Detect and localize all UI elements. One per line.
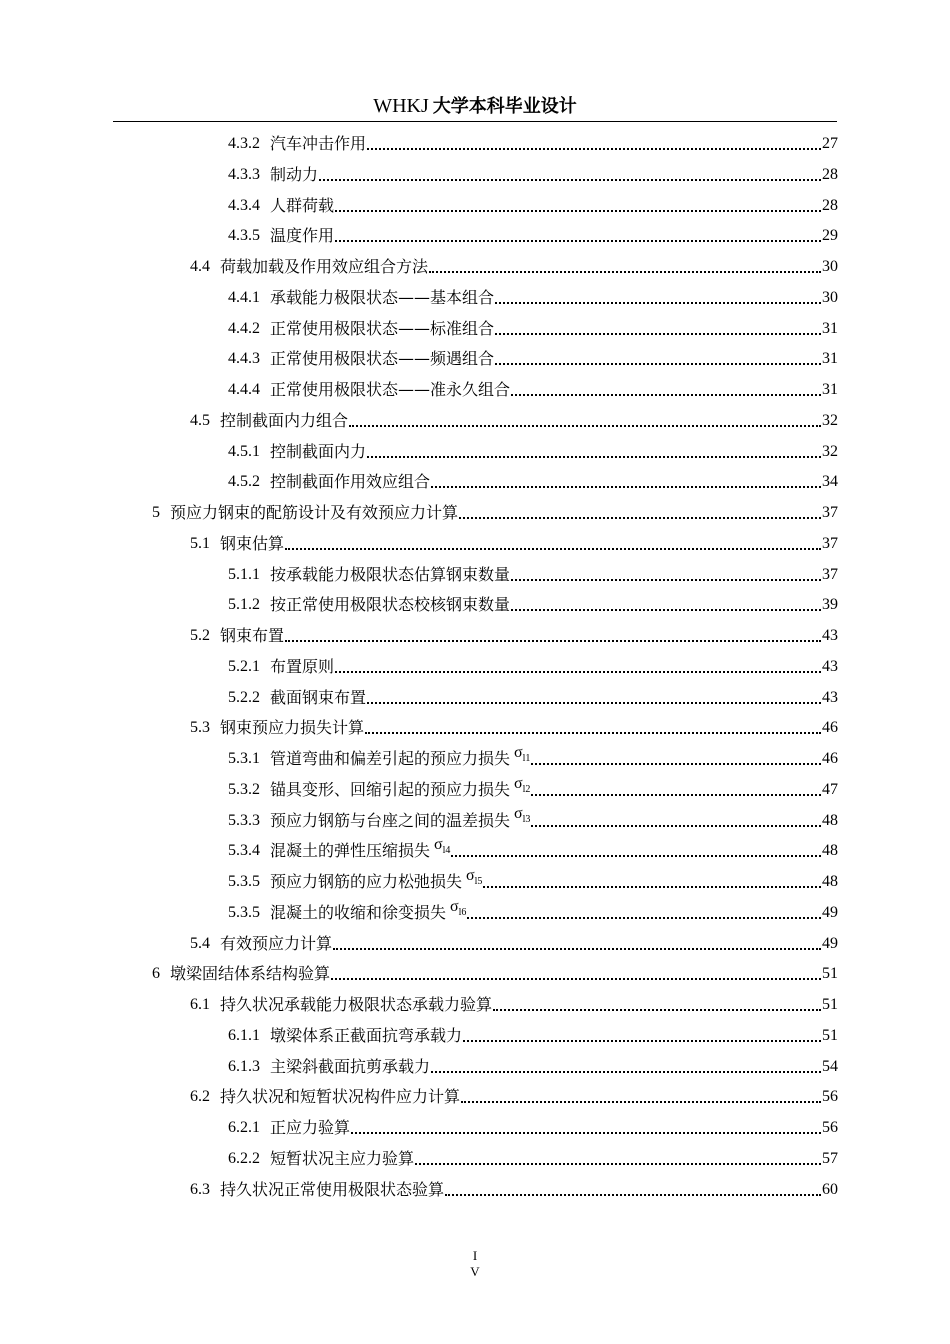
toc-entry-page: 57 xyxy=(822,1149,838,1167)
toc-entry-page: 49 xyxy=(822,903,838,921)
page-number-line1: I xyxy=(472,1248,478,1263)
toc-entry[interactable] xyxy=(228,468,838,492)
toc-entry-title: 荷载加载及作用效应组合方法 xyxy=(220,257,429,276)
toc-dot-leader xyxy=(367,148,821,150)
toc-entry-number: 5.1.1 xyxy=(228,565,260,583)
toc-entry-page: 46 xyxy=(822,750,838,767)
toc-entry[interactable] xyxy=(228,222,838,246)
toc-entry-page: 46 xyxy=(822,719,838,737)
toc-dot-leader xyxy=(335,210,821,212)
toc-entry-title: 预应力钢筋与台座之间的温差损失 xyxy=(270,810,511,830)
toc-entry-page: 30 xyxy=(822,258,838,275)
header-latin-text: WHKJ xyxy=(373,95,429,117)
toc-entry-number: 4.5.2 xyxy=(228,473,260,491)
toc-dot-leader xyxy=(335,671,821,673)
toc-entry-title: 持久状况正常使用极限状态验算 xyxy=(220,1179,445,1199)
toc-entry-symbol xyxy=(450,897,466,923)
toc-dot-leader xyxy=(531,794,821,796)
toc-entry-title: 预应力钢筋的应力松弛损失 xyxy=(270,872,463,891)
toc-entry-number: 5.2 xyxy=(190,627,210,644)
toc-dot-leader xyxy=(445,1194,821,1196)
toc-entry[interactable] xyxy=(228,192,838,216)
toc-dot-leader xyxy=(495,333,821,335)
symbol-subscript: l1 xyxy=(522,753,531,764)
toc-entry-page: 27 xyxy=(822,135,838,152)
toc-entry-page: 51 xyxy=(822,965,838,983)
toc-dot-leader xyxy=(367,702,821,704)
toc-dot-leader xyxy=(459,517,821,519)
toc-entry-number: 5.3.4 xyxy=(228,842,260,860)
toc-entry[interactable] xyxy=(190,1176,838,1200)
toc-entry-page: 43 xyxy=(822,688,838,706)
toc-dot-leader xyxy=(319,179,821,181)
toc-entry-title: 人群荷载 xyxy=(270,195,335,215)
toc-dot-leader xyxy=(415,1163,821,1165)
toc-entry-page: 29 xyxy=(822,227,838,245)
toc-entry-title: 墩梁固结体系结构验算 xyxy=(170,964,331,984)
sigma-symbol: σ xyxy=(466,866,475,884)
toc-entry-number: 5.3.5 xyxy=(228,903,260,921)
toc-entry-page: 39 xyxy=(822,596,838,614)
toc-entry-number: 5.3.3 xyxy=(228,811,260,829)
sigma-symbol: σ xyxy=(514,805,523,823)
toc-entry-number: 5.1.2 xyxy=(228,596,260,614)
toc-entry[interactable] xyxy=(228,345,838,369)
toc-entry-number: 6.2 xyxy=(190,1088,210,1106)
toc-entry-title: 汽车冲击作用 xyxy=(270,134,367,153)
toc-entry-page: 31 xyxy=(822,381,838,398)
toc-entry[interactable] xyxy=(228,807,838,831)
toc-entry-number: 4.3.4 xyxy=(228,196,260,214)
toc-entry-symbol xyxy=(514,743,530,769)
toc-entry-title: 持久状况承载能力极限状态承载力验算 xyxy=(220,995,493,1014)
toc-entry[interactable] xyxy=(190,930,838,954)
toc-entry[interactable] xyxy=(190,253,838,277)
sigma-symbol: σ xyxy=(434,836,443,854)
toc-entry-page: 43 xyxy=(822,657,838,675)
toc-entry[interactable] xyxy=(228,315,838,339)
toc-entry[interactable] xyxy=(228,561,838,585)
toc-dot-leader xyxy=(431,1071,821,1073)
toc-entry-number: 6.2.1 xyxy=(228,1119,260,1136)
toc-entry-symbol xyxy=(514,774,530,800)
toc-dot-leader xyxy=(365,732,821,734)
toc-entry[interactable] xyxy=(228,868,838,892)
toc-entry[interactable] xyxy=(228,684,838,708)
toc-entry-page: 49 xyxy=(822,934,838,952)
toc-entry-title: 主梁斜截面抗剪承载力 xyxy=(270,1056,431,1076)
toc-entry[interactable] xyxy=(228,745,838,769)
toc-entry-number: 6 xyxy=(152,965,160,983)
toc-dot-leader xyxy=(467,917,821,919)
page-number xyxy=(460,1248,490,1280)
toc-entry-title: 正应力验算 xyxy=(270,1118,351,1137)
toc-dot-leader xyxy=(331,978,821,980)
toc-entry-symbol xyxy=(466,866,482,892)
page-header xyxy=(113,92,837,122)
toc-entry-number: 6.2.2 xyxy=(228,1149,260,1167)
toc-dot-leader xyxy=(495,363,821,365)
toc-entry-title: 承载能力极限状态——基本组合 xyxy=(270,287,495,307)
symbol-subscript: l4 xyxy=(442,845,451,857)
toc-dot-leader xyxy=(367,456,821,458)
toc-entry-number: 4.3.2 xyxy=(228,135,260,152)
toc-entry-number: 5.1 xyxy=(190,534,210,552)
toc-dot-leader xyxy=(511,609,821,611)
toc-entry-title: 控制截面内力组合 xyxy=(220,410,349,430)
toc-entry-page: 56 xyxy=(822,1119,838,1136)
toc-entry-page: 60 xyxy=(822,1180,838,1198)
toc-dot-leader xyxy=(349,425,821,427)
toc-entry-title: 短暂状况主应力验算 xyxy=(270,1148,415,1168)
toc-entry-symbol xyxy=(434,835,450,861)
toc-entry-page: 51 xyxy=(822,996,838,1013)
toc-entry-number: 6.1.3 xyxy=(228,1057,260,1075)
toc-entry-title: 按承载能力极限状态估算钢束数量 xyxy=(270,564,511,584)
toc-dot-leader xyxy=(451,855,821,857)
toc-entry[interactable] xyxy=(228,1053,838,1077)
toc-entry[interactable] xyxy=(228,899,838,923)
toc-entry-number: 5.4 xyxy=(190,934,210,952)
toc-entry-page: 56 xyxy=(822,1088,838,1106)
toc-dot-leader xyxy=(285,548,821,550)
toc-entry[interactable] xyxy=(228,1114,838,1138)
toc-entry-title: 墩梁体系正截面抗弯承载力 xyxy=(270,1025,463,1045)
toc-entry-page: 48 xyxy=(822,873,838,890)
sigma-symbol: σ xyxy=(450,897,459,915)
toc-entry[interactable] xyxy=(190,714,838,738)
toc-entry-title: 钢束预应力损失计算 xyxy=(220,718,365,738)
toc-entry[interactable] xyxy=(152,499,838,523)
symbol-subscript: l6 xyxy=(458,906,467,918)
toc-entry-page: 28 xyxy=(822,196,838,214)
toc-entry-title: 按正常使用极限状态校核钢束数量 xyxy=(270,595,511,615)
toc-entry[interactable] xyxy=(190,530,838,554)
toc-entry-page: 37 xyxy=(822,565,838,583)
toc-entry-number: 5 xyxy=(152,504,160,521)
toc-dot-leader xyxy=(511,394,821,396)
toc-dot-leader xyxy=(351,1132,821,1134)
symbol-subscript: l3 xyxy=(522,814,531,826)
toc-entry-title: 截面钢束布置 xyxy=(270,687,367,707)
toc-entry-number: 6.1.1 xyxy=(228,1026,260,1044)
sigma-symbol: σ xyxy=(514,774,523,792)
toc-entry-number: 4.4.3 xyxy=(228,350,260,368)
toc-entry-title: 控制截面内力 xyxy=(270,441,367,461)
toc-entry[interactable] xyxy=(190,991,838,1015)
toc-dot-leader xyxy=(429,271,821,273)
toc-entry-page: 48 xyxy=(822,811,838,829)
toc-entry-number: 5.3.5 xyxy=(228,873,260,890)
toc-entry-page: 34 xyxy=(822,473,838,491)
toc-entry-title: 混凝土的收缩和徐变损失 xyxy=(270,902,447,922)
toc-entry-number: 4.5 xyxy=(190,411,210,429)
toc-entry-page: 31 xyxy=(822,319,838,337)
toc-entry-number: 4.3.3 xyxy=(228,165,260,183)
toc-entry[interactable] xyxy=(228,284,838,308)
toc-entry[interactable] xyxy=(228,130,838,154)
toc-entry[interactable] xyxy=(190,622,838,646)
toc-dot-leader xyxy=(493,1009,821,1011)
toc-entry-page: 48 xyxy=(822,842,838,860)
toc-entry-number: 5.3.2 xyxy=(228,780,260,798)
symbol-subscript: l5 xyxy=(474,876,483,887)
toc-entry-number: 6.1 xyxy=(190,996,210,1013)
toc-entry[interactable] xyxy=(228,653,838,677)
toc-entry[interactable] xyxy=(152,960,838,984)
toc-entry-number: 4.5.1 xyxy=(228,442,260,460)
toc-entry[interactable] xyxy=(190,1083,838,1107)
toc-entry-number: 4.4.4 xyxy=(228,381,260,398)
toc-entry-page: 31 xyxy=(822,350,838,368)
toc-entry-page: 37 xyxy=(822,504,838,521)
toc-dot-leader xyxy=(431,486,821,488)
toc-entry-title: 钢束布置 xyxy=(220,626,285,645)
toc-entry-page: 47 xyxy=(822,780,838,798)
toc-entry-symbol xyxy=(514,804,530,830)
toc-entry-title: 钢束估算 xyxy=(220,533,285,553)
toc-entry-title: 正常使用极限状态——标准组合 xyxy=(270,318,495,338)
toc-entry-number: 5.3.1 xyxy=(228,750,260,767)
toc-entry-title: 正常使用极限状态——频遇组合 xyxy=(270,349,495,369)
toc-entry-page: 32 xyxy=(822,442,838,460)
toc-entry-title: 持久状况和短暂状况构件应力计算 xyxy=(220,1087,461,1107)
toc-entry-title: 锚具变形、回缩引起的预应力损失 xyxy=(270,779,511,799)
toc-dot-leader xyxy=(335,240,821,242)
toc-entry[interactable] xyxy=(228,161,838,185)
toc-entry-title: 有效预应力计算 xyxy=(220,933,333,953)
toc-entry-title: 正常使用极限状态——准永久组合 xyxy=(270,380,511,399)
toc-dot-leader xyxy=(511,579,821,581)
toc-dot-leader xyxy=(531,825,821,827)
toc-entry-page: 43 xyxy=(822,627,838,644)
toc-dot-leader xyxy=(461,1101,821,1103)
toc-entry-page: 51 xyxy=(822,1026,838,1044)
toc-entry-number: 5.2.2 xyxy=(228,688,260,706)
toc-entry-title: 控制截面作用效应组合 xyxy=(270,472,431,492)
toc-entry-page: 30 xyxy=(822,288,838,306)
toc-entry-number: 5.2.1 xyxy=(228,657,260,675)
toc-entry-title: 混凝土的弹性压缩损失 xyxy=(270,841,431,861)
toc-dot-leader xyxy=(495,302,821,304)
toc-entry-number: 5.3 xyxy=(190,719,210,737)
toc-dot-leader xyxy=(285,640,821,642)
toc-entry[interactable] xyxy=(228,776,838,800)
toc-entry-page: 28 xyxy=(822,165,838,183)
toc-entry-number: 4.4.1 xyxy=(228,288,260,306)
toc-dot-leader xyxy=(531,763,821,765)
toc-entry-title: 制动力 xyxy=(270,164,319,184)
toc-entry-title: 布置原则 xyxy=(270,656,335,676)
toc-entry[interactable] xyxy=(228,438,838,462)
toc-entry-page: 37 xyxy=(822,534,838,552)
toc-entry[interactable] xyxy=(190,407,838,431)
toc-entry[interactable] xyxy=(228,1022,838,1046)
header-title: 大学本科毕业设计 xyxy=(432,96,577,117)
toc-dot-leader xyxy=(463,1040,821,1042)
toc-dot-leader xyxy=(333,948,821,950)
page-number-line2: V xyxy=(470,1264,480,1279)
toc-entry-number: 4.4 xyxy=(190,258,210,275)
toc-entry[interactable] xyxy=(228,837,838,861)
toc-entry[interactable] xyxy=(228,1145,838,1169)
toc-dot-leader xyxy=(483,886,821,888)
toc-entry-title: 温度作用 xyxy=(270,226,335,246)
toc-entry-number: 4.4.2 xyxy=(228,319,260,337)
toc-entry-page: 32 xyxy=(822,411,838,429)
toc-entry-number: 6.3 xyxy=(190,1180,210,1198)
sigma-symbol: σ xyxy=(514,743,523,761)
symbol-subscript: l2 xyxy=(522,783,531,795)
toc-entry[interactable] xyxy=(228,591,838,615)
toc-entry[interactable] xyxy=(228,376,838,400)
toc-entry-number: 4.3.5 xyxy=(228,227,260,245)
toc-entry-title: 预应力钢束的配筋设计及有效预应力计算 xyxy=(170,503,459,522)
toc-entry-title: 管道弯曲和偏差引起的预应力损失 xyxy=(270,749,511,768)
toc-entry-page: 54 xyxy=(822,1057,838,1075)
